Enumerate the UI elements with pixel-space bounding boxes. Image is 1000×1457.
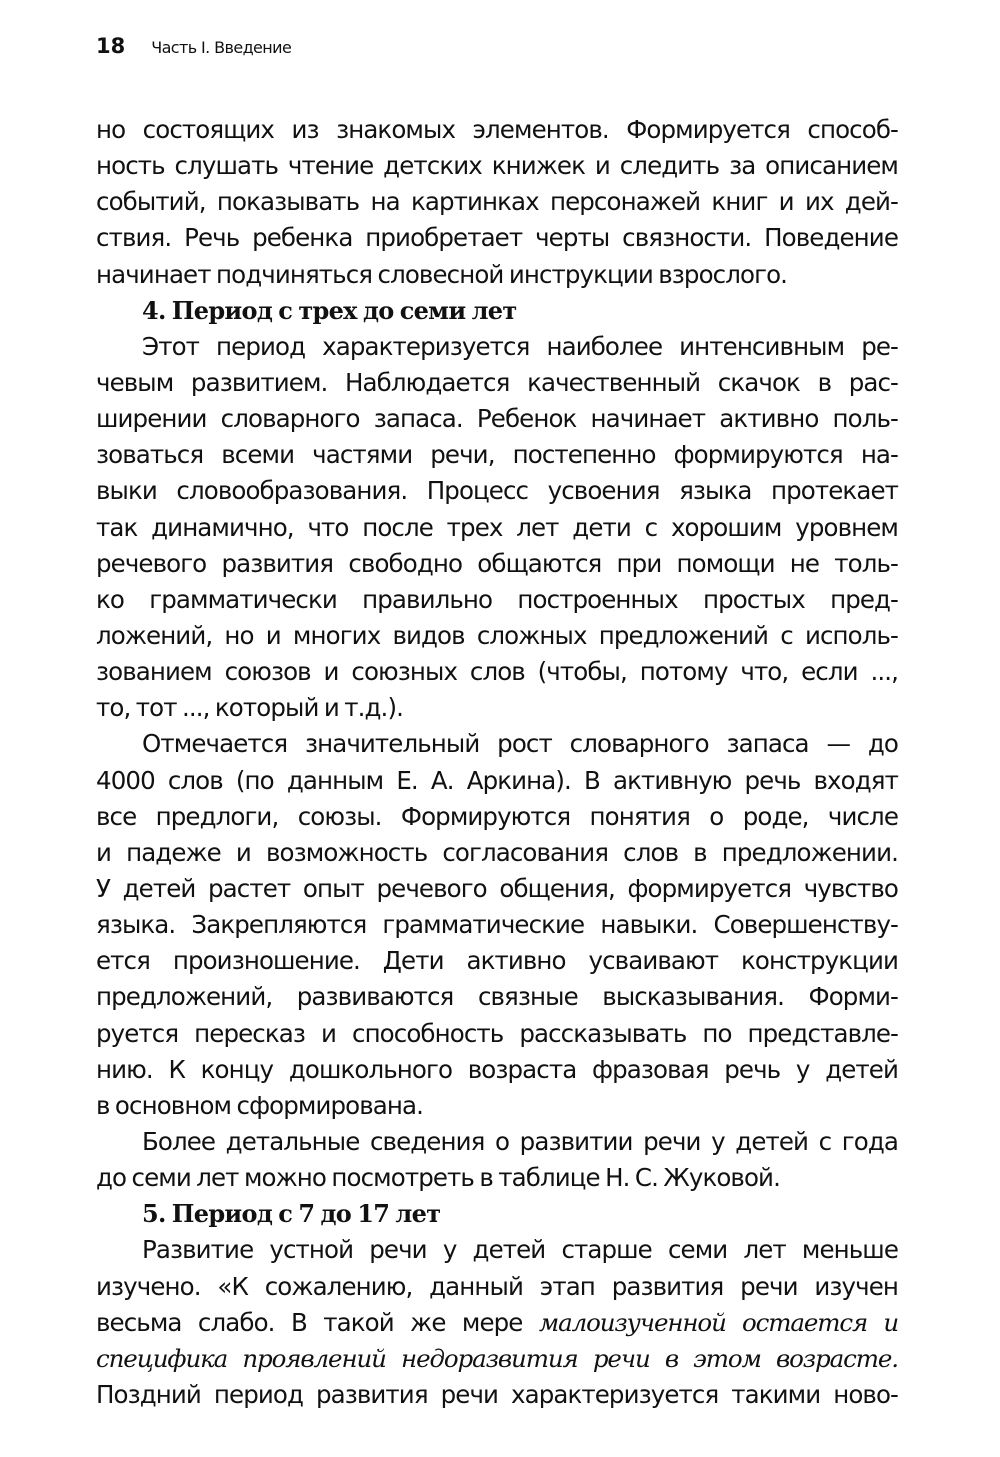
text-line: начинает подчиняться словесной инструкции взрослого. (96, 259, 788, 289)
text-line: языка. Закрепляются грамматические навыки. Совершенству- (96, 910, 898, 940)
text-line: и падеже и возможность согласования слов в предложении. (96, 837, 898, 867)
italic-line (96, 1341, 898, 1377)
text-line: но состоящих из знакомых элементов. Формируется способ- (96, 115, 898, 144)
text-line: то, тот ..., который и т.д.). (96, 693, 403, 723)
text-line: ствия. Речь ребенка приобретает черты связности. Поведение (96, 223, 898, 253)
text-line: все предлоги, союзы. Формируются понятия о роде, числе (96, 801, 898, 831)
text-line: событий, показывать на картинках персонажей книг и их дей- (96, 187, 898, 217)
section-heading-4: 4. Период с трех до семи лет (142, 295, 517, 325)
text-line: зоваться всеми частями речи, постепенно формируются на- (96, 440, 898, 470)
text-line: ность слушать чтение детских книжек и следить за описанием (96, 151, 898, 181)
text-line: ется произношение. Дети активно усваивают конструкции (96, 946, 898, 976)
text-line: до семи лет можно посмотреть в таблице Н. С. Жуковой. (96, 1163, 780, 1193)
text-line-mixed (96, 1305, 898, 1341)
text-line: Этот период характеризуется наиболее интенсивным ре- (142, 331, 898, 361)
text-line: Отмечается значительный рост словарного запаса — до (142, 729, 898, 759)
text-line: ширении словарного запаса. Ребенок начинает активно поль- (96, 404, 898, 434)
text-line: зованием союзов и союзных слов (чтобы, потому что, если ..., (96, 657, 898, 687)
running-head (96, 34, 291, 64)
text-line: речевого развития свободно общаются при помощи не толь- (96, 548, 898, 578)
text-line: выки словообразования. Процесс усвоения языка протекает (96, 476, 898, 506)
italic-fragment: малоизученной остается и (538, 1307, 899, 1337)
text-line: У детей растет опыт речевого общения, формируется чувство (96, 873, 898, 903)
text-line: руется пересказ и способность рассказывать по представле- (96, 1018, 898, 1048)
text-line: Развитие устной речи у детей старше семи лет меньше (142, 1235, 898, 1265)
text-line: в основном сформирована. (96, 1090, 423, 1120)
text-line: Поздний период развития речи характеризуется такими ново- (96, 1379, 898, 1409)
text-line: Более детальные сведения о развитии речи у детей с года (142, 1126, 898, 1156)
page-number: 18 (96, 34, 126, 58)
text-line: нию. К концу дошкольного возраста фразовая речь у детей (96, 1054, 898, 1084)
body-text (96, 112, 898, 1413)
running-title: Часть I. Введение (151, 38, 292, 57)
text-line: так динамично, что после трех лет дети с хорошим уровнем (96, 512, 898, 542)
text-line: ложений, но и многих видов сложных предложений с исполь- (96, 620, 898, 650)
text-line: чевым развитием. Наблюдается качественный скачок в рас- (96, 367, 898, 397)
text-fragment: весьма слабо. В такой же мере (96, 1307, 523, 1337)
text-line: 4000 слов (по данным Е. А. Аркина). В активную речь входят (96, 765, 898, 795)
text-line: изучено. «К сожалению, данный этап развития речи изучен (96, 1271, 898, 1301)
text-line: предложений, развиваются связные высказывания. Форми- (96, 982, 898, 1012)
italic-fragment: специфика проявлений недоразвития речи в этом возрасте. (96, 1343, 898, 1373)
section-heading-5: 5. Период с 7 до 17 лет (142, 1199, 441, 1229)
text-line: ко грамматически правильно построенных простых пред- (96, 584, 898, 614)
